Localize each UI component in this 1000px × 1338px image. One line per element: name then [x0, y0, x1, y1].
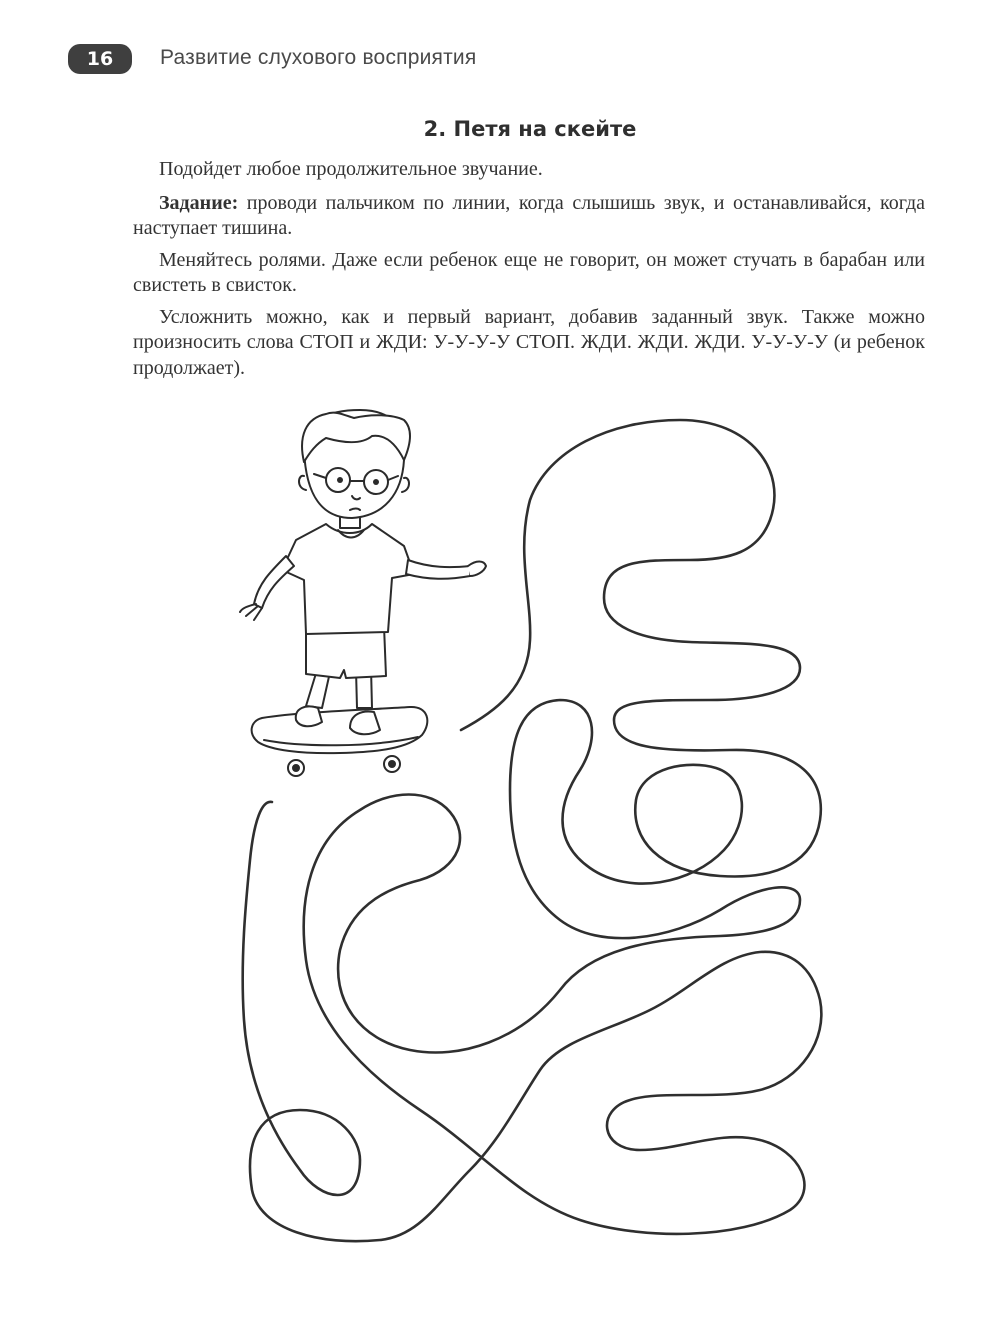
paragraph-sound-note: Подойдет любое продолжительное звучание. [159, 158, 543, 180]
page-number: 16 [86, 48, 114, 70]
skateboard-deck [252, 707, 428, 753]
paragraph-roles: Меняйтесь ролями. Даже если ребенок еще не говорит, он может стучать в барабан или свистеть в свисток. [133, 248, 925, 296]
boy-on-skateboard-figure [240, 410, 486, 776]
section-title: 2. Петя на скейте [423, 117, 637, 141]
running-header: Развитие слухового восприятия [160, 46, 477, 69]
paragraph-complicate: Усложнить можно, как и первый вариант, добавив заданный звук. Также можно произносить слова СТОП и ЖДИ: У-У-У-У СТОП. ЖДИ. ЖДИ. ЖДИ. У-У-У-У (и ребенок продолжает). [133, 305, 925, 379]
task-text: проводи пальчиком по линии, когда слышишь звук, и останавливайся, когда наступает тишина. [133, 191, 925, 239]
task-label: Задание: [159, 191, 239, 214]
t-shirt [282, 524, 414, 634]
